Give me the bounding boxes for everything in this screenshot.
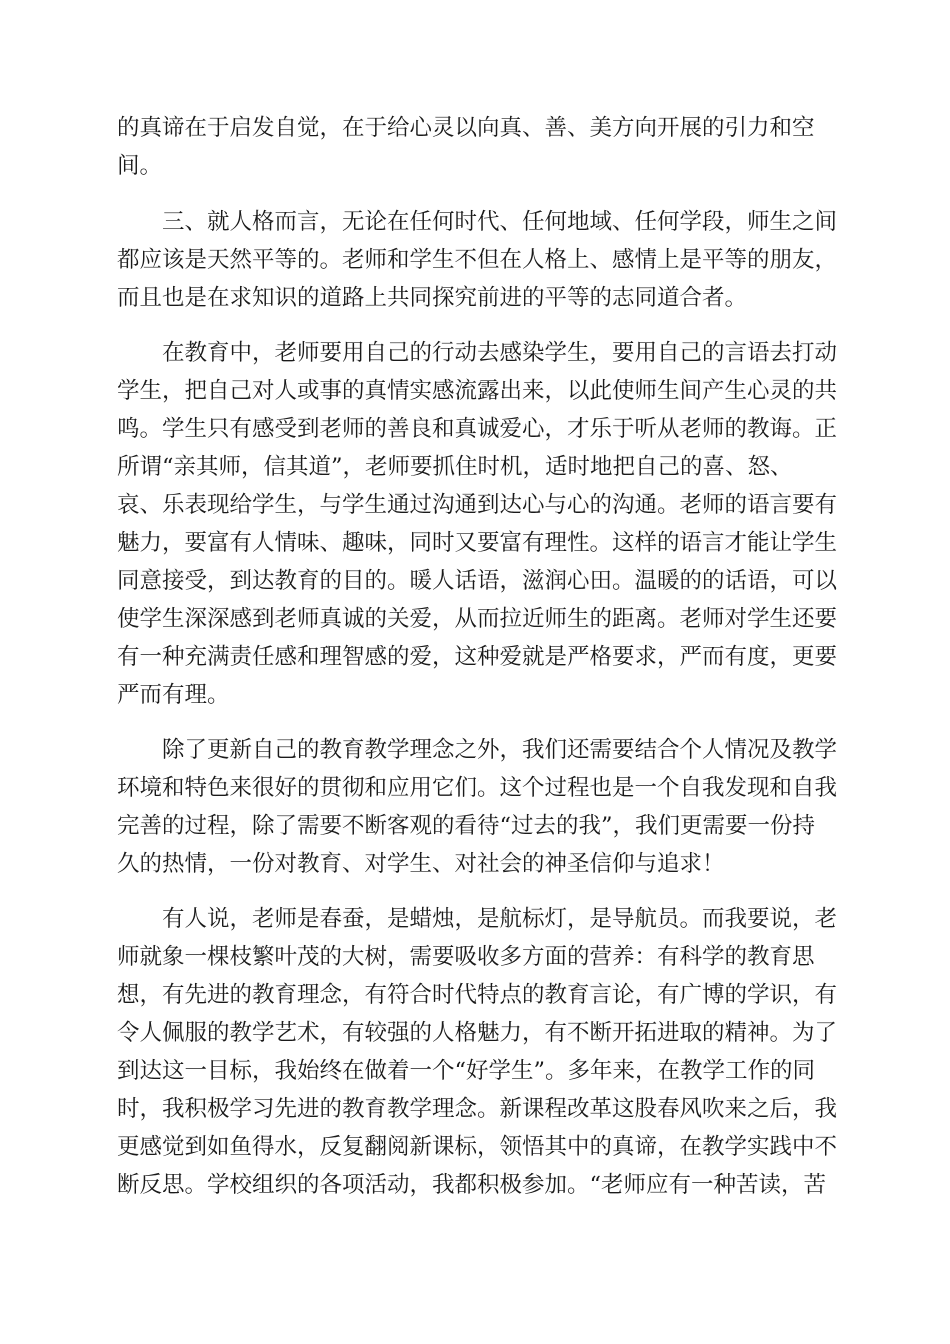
paragraph-5-line-5: 到达这一目标，我始终在做着一个“好学生”。多年来，在教学工作的同 bbox=[117, 1058, 816, 1084]
paragraph-3-line-2: 学生，把自己对人或事的真情实感流露出来，以此使师生间产生心灵的共 bbox=[117, 378, 838, 404]
paragraph-4-line-1: 除了更新自己的教育教学理念之外，我们还需要结合个人情况及教学 bbox=[162, 737, 838, 763]
paragraph-1-line-1: 的真谛在于启发自觉，在于给心灵以向真、善、美方向开展的引力和空 bbox=[117, 115, 815, 141]
paragraph-3-line-6: 魅力，要富有人情味、趣味，同时又要富有理性。这样的语言才能让学生 bbox=[117, 530, 838, 556]
paragraph-4-line-2: 环境和特色来很好的贯彻和应用它们。这个过程也是一个自我发现和自我 bbox=[117, 775, 838, 801]
paragraph-2-line-3: 而且也是在求知识的道路上共同探究前进的平等的志同道合者。 bbox=[117, 285, 748, 311]
paragraph-3-line-5: 哀、乐表现给学生，与学生通过沟通到达心与心的沟通。老师的语言要有 bbox=[117, 492, 838, 518]
paragraph-5-line-6: 时，我积极学习先进的教育教学理念。新课程改革这股春风吹来之后，我 bbox=[117, 1096, 838, 1122]
paragraph-5-line-4: 令人佩服的教学艺术，有较强的人格魅力，有不断开拓进取的精神。为了 bbox=[117, 1020, 838, 1046]
paragraph-5-line-3: 想，有先进的教育理念，有符合时代特点的教育言论，有广博的学识，有 bbox=[117, 982, 838, 1008]
paragraph-4-line-3: 完善的过程，除了需要不断客观的看待“过去的我”，我们更需要一份持 bbox=[117, 813, 816, 839]
paragraph-2-line-2: 都应该是天然平等的。老师和学生不但在人格上、感情上是平等的朋友， bbox=[117, 247, 838, 273]
paragraph-2-line-1: 三、就人格而言，无论在任何时代、任何地域、任何学段，师生之间 bbox=[162, 209, 838, 235]
paragraph-5-line-1: 有人说，老师是春蚕，是蜡烛，是航标灯，是导航员。而我要说，老 bbox=[162, 906, 838, 932]
paragraph-1-line-2: 间。 bbox=[117, 153, 163, 179]
paragraph-3-line-9: 有一种充满责任感和理智感的爱，这种爱就是严格要求，严而有度，更要 bbox=[117, 644, 838, 670]
paragraph-3-line-3: 鸣。学生只有感受到老师的善良和真诚爱心，才乐于听从老师的教诲。正 bbox=[117, 416, 838, 442]
paragraph-3-line-7: 同意接受，到达教育的目的。暖人话语，滋润心田。温暖的的话语，可以 bbox=[117, 568, 838, 594]
paragraph-3-line-1: 在教育中，老师要用自己的行动去感染学生，要用自己的言语去打动 bbox=[162, 340, 838, 366]
paragraph-3-line-8: 使学生深深感到老师真诚的关爱，从而拉近师生的距离。老师对学生还要 bbox=[117, 606, 838, 632]
paragraph-4-line-4: 久的热情，一份对教育、对学生、对社会的神圣信仰与追求！ bbox=[117, 851, 725, 877]
paragraph-3-line-10: 严而有理。 bbox=[117, 682, 230, 708]
paragraph-5-line-7: 更感觉到如鱼得水，反复翻阅新课标，领悟其中的真谛，在教学实践中不 bbox=[117, 1134, 838, 1160]
paragraph-5-line-8: 断反思。学校组织的各项活动，我都积极参加。“老师应有一种苦读，苦 bbox=[117, 1172, 827, 1198]
paragraph-5-line-2: 师就象一棵枝繁叶茂的大树，需要吸收多方面的营养：有科学的教育思 bbox=[117, 944, 815, 970]
paragraph-3-line-4: 所谓“亲其师，信其道”，老师要抓住时机，适时地把自己的喜、怒、 bbox=[117, 454, 793, 480]
